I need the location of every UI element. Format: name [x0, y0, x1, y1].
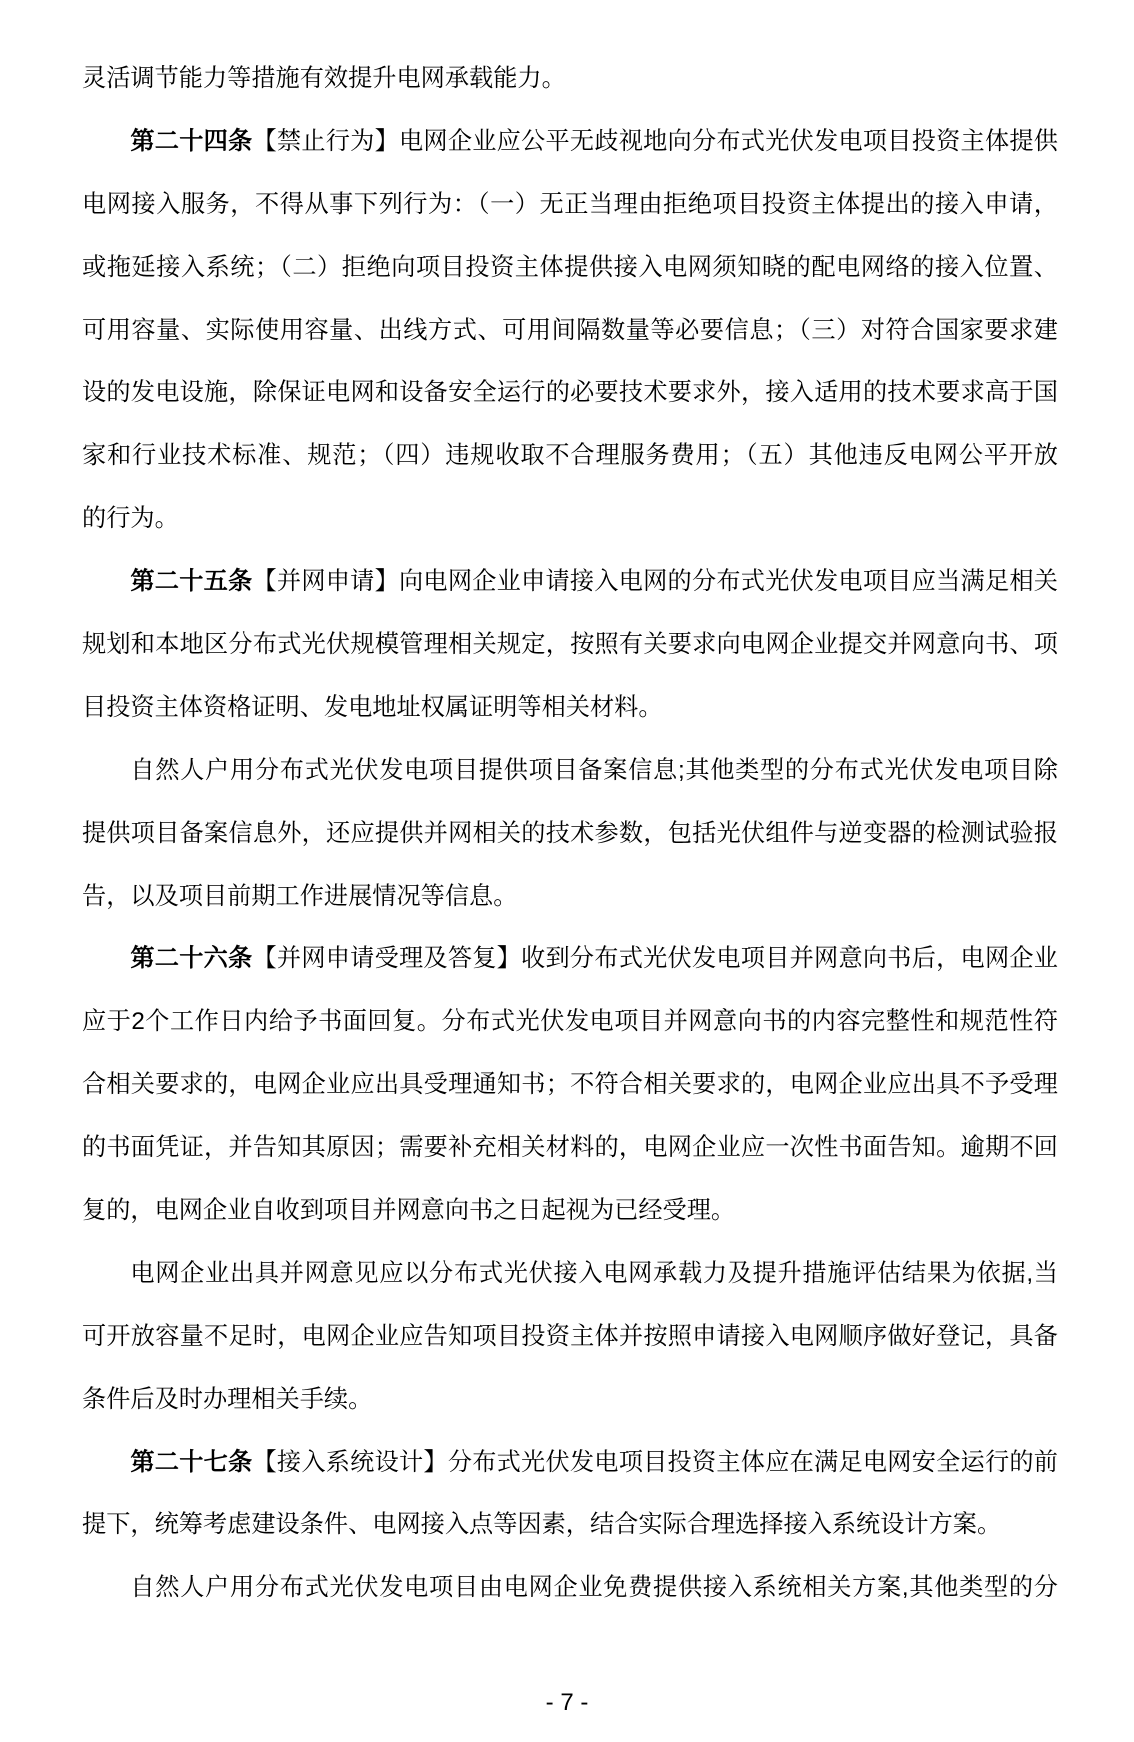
text-run: 提供项目备案信息外，还应提供并网相关的技术参数，包括光伏组件与逆变器的检测试验报	[82, 819, 1058, 847]
text-run: 或拖延接入系统；（二）拒绝向项目投资主体提供接入电网须知晓的配电网络的接入位置、	[82, 253, 1058, 281]
text-line	[82, 488, 1058, 551]
text-line	[82, 928, 1058, 991]
text-line	[82, 614, 1058, 677]
text-line	[82, 1494, 1058, 1557]
text-line	[82, 425, 1058, 488]
article-number: 第二十四条	[130, 127, 253, 155]
text-line	[82, 237, 1058, 300]
article-number: 第二十七条	[130, 1448, 253, 1476]
text-run: 电网接入服务，不得从事下列行为：（一）无正当理由拒绝项目投资主体提出的接入申请，	[82, 190, 1058, 218]
text-line	[82, 803, 1058, 866]
text-run: 可开放容量不足时，电网企业应告知项目投资主体并按照申请接入电网顺序做好登记，具备	[82, 1322, 1058, 1350]
text-line	[82, 740, 1058, 803]
text-line	[82, 1557, 1058, 1620]
text-line	[82, 1432, 1058, 1495]
article-number: 第二十五条	[130, 568, 253, 596]
text-line	[82, 866, 1058, 929]
text-run: 条件后及时办理相关手续。	[82, 1385, 373, 1413]
text-run: 规划和本地区分布式光伏规模管理相关规定，按照有关要求向电网企业提交并网意向书、项	[82, 631, 1058, 659]
text-run: 的行为。	[82, 505, 179, 533]
text-line	[82, 1306, 1058, 1369]
text-line	[82, 362, 1058, 425]
text-line	[82, 1117, 1058, 1180]
page-number: - 7 -	[545, 1689, 589, 1716]
text-line	[82, 1243, 1058, 1306]
article-number: 第二十六条	[130, 945, 253, 973]
text-line	[82, 111, 1058, 174]
text-line	[82, 551, 1058, 614]
text-run: 自然人户用分布式光伏发电项目由电网企业免费提供接入系统相关方案,其他类型的分	[130, 1574, 1058, 1602]
text-line	[82, 1054, 1058, 1117]
text-run: 应于2个工作日内给予书面回复。分布式光伏发电项目并网意向书的内容完整性和规范性符	[82, 1008, 1058, 1036]
text-run: 【并网申请】向电网企业申请接入电网的分布式光伏发电项目应当满足相关	[252, 568, 1058, 596]
text-run: 灵活调节能力等措施有效提升电网承载能力。	[82, 65, 566, 92]
text-run: 合相关要求的，电网企业应出具受理通知书；不符合相关要求的，电网企业应出具不予受理	[82, 1071, 1058, 1099]
text-run: 家和行业技术标准、规范；（四）违规收取不合理服务费用；（五）其他违反电网公平开放	[82, 442, 1058, 470]
text-run: 复的，电网企业自收到项目并网意向书之日起视为已经受理。	[82, 1197, 736, 1225]
text-run: 目投资主体资格证明、发电地址权属证明等相关材料。	[82, 693, 663, 721]
text-line	[82, 677, 1058, 740]
text-line	[82, 300, 1058, 363]
text-line	[82, 1369, 1058, 1432]
text-line	[82, 174, 1058, 237]
text-run: 【接入系统设计】分布式光伏发电项目投资主体应在满足电网安全运行的前	[252, 1448, 1058, 1476]
document-body	[82, 48, 1058, 1620]
text-run: 的书面凭证，并告知其原因；需要补充相关材料的，电网企业应一次性书面告知。逾期不回	[82, 1134, 1058, 1162]
text-run: 可用容量、实际使用容量、出线方式、可用间隔数量等必要信息；（三）对符合国家要求建	[82, 316, 1058, 344]
text-line	[82, 991, 1058, 1054]
text-run: 【并网申请受理及答复】收到分布式光伏发电项目并网意向书后，电网企业	[252, 945, 1058, 973]
text-line	[82, 1180, 1058, 1243]
text-run: 提下，统筹考虑建设条件、电网接入点等因素，结合实际合理选择接入系统设计方案。	[82, 1511, 1002, 1539]
text-run: 设的发电设施，除保证电网和设备安全运行的必要技术要求外，接入适用的技术要求高于国	[82, 379, 1058, 407]
text-run: 【禁止行为】电网企业应公平无歧视地向分布式光伏发电项目投资主体提供	[252, 127, 1058, 155]
text-line	[82, 48, 1058, 111]
text-run: 自然人户用分布式光伏发电项目提供项目备案信息;其他类型的分布式光伏发电项目除	[130, 756, 1058, 784]
text-run: 电网企业出具并网意见应以分布式光伏接入电网承载力及提升措施评估结果为依据,当	[130, 1259, 1058, 1287]
text-run: 告，以及项目前期工作进展情况等信息。	[82, 882, 518, 910]
